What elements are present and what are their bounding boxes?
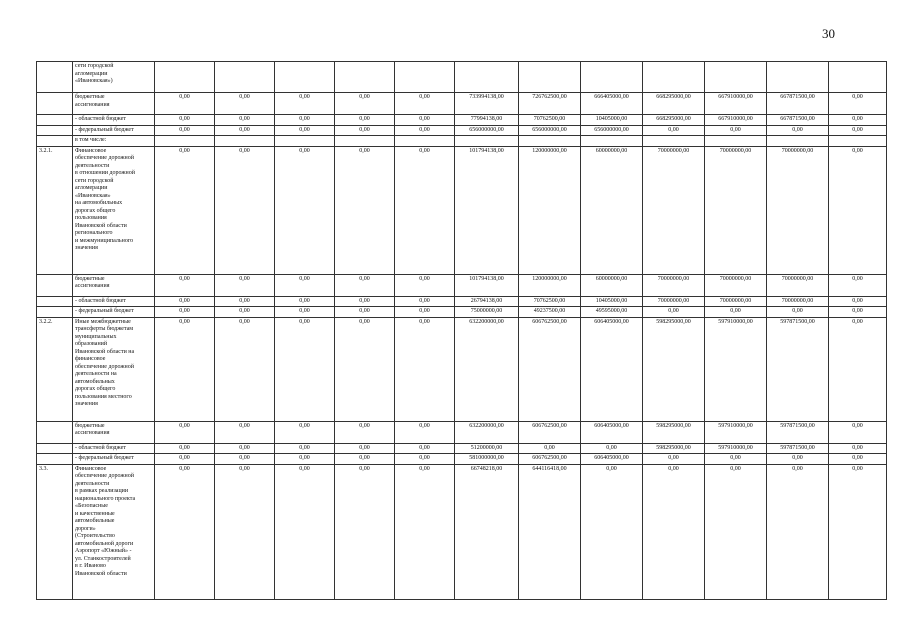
value-cell: 70000000,00 [643,296,705,307]
value-cell: 0,00 [215,125,275,136]
value-cell: 666405000,00 [581,93,643,115]
value-cell: 667871500,00 [767,115,829,126]
value-cell [829,62,887,93]
value-cell: 0,00 [829,307,887,318]
value-cell: 0,00 [395,274,455,296]
value-cell: 0,00 [275,296,335,307]
row-label: бюджетные ассигнования [73,421,155,443]
value-cell: 0,00 [643,454,705,465]
value-cell: 0,00 [829,115,887,126]
row-code [37,93,73,115]
row-label: Иные межбюджетные трансферты бюджетам муниципальных образований Ивановской области на финансовое обеспечение дорожной деятельности на автомобильных дорогах общего пользования местного значения [73,317,155,421]
row-label: Финансовое обеспечение дорожной деятельности в рамках реализации национального проекта «Безопасные и качественные автомобильные дороги» (Строительство автомобильной дороги Аэропорт «Южный» - ул. Станкостроителей в г. Иваново Ивановской области [73,464,155,599]
value-cell: 70000000,00 [643,274,705,296]
value-cell: 0,00 [767,464,829,599]
value-cell: 632200000,00 [455,317,519,421]
value-cell: 667871500,00 [767,93,829,115]
value-cell [395,62,455,93]
value-cell: 0,00 [215,454,275,465]
row-code [37,274,73,296]
value-cell: 60000000,00 [581,146,643,274]
value-cell: 0,00 [335,454,395,465]
value-cell [275,136,335,147]
row-code [37,115,73,126]
value-cell: 0,00 [395,443,455,454]
table-row [37,93,887,115]
value-cell: 0,00 [275,307,335,318]
value-cell: 0,00 [335,93,395,115]
row-label: бюджетные ассигнования [73,93,155,115]
table-row [37,464,887,599]
value-cell: 70000000,00 [643,146,705,274]
value-cell: 0,00 [215,146,275,274]
value-cell: 49595000,00 [581,307,643,318]
row-label: - областной бюджет [73,296,155,307]
value-cell: 26794138,00 [455,296,519,307]
value-cell: 644116418,00 [519,464,581,599]
row-code [37,421,73,443]
value-cell [767,136,829,147]
value-cell: 0,00 [829,464,887,599]
value-cell: 0,00 [829,146,887,274]
value-cell: 0,00 [155,443,215,454]
value-cell: 0,00 [643,307,705,318]
value-cell: 0,00 [155,307,215,318]
value-cell: 0,00 [395,464,455,599]
value-cell: 0,00 [155,125,215,136]
value-cell: 581000000,00 [455,454,519,465]
value-cell: 0,00 [829,93,887,115]
value-cell: 70000000,00 [705,296,767,307]
value-cell [705,136,767,147]
row-code: 3.3. [37,464,73,599]
value-cell: 0,00 [705,464,767,599]
value-cell: 597910000,00 [705,421,767,443]
value-cell [155,136,215,147]
value-cell: 0,00 [829,317,887,421]
value-cell: 0,00 [395,125,455,136]
table-row [37,443,887,454]
row-label: - федеральный бюджет [73,454,155,465]
row-label: в том числе: [73,136,155,147]
value-cell: 0,00 [395,296,455,307]
value-cell: 70000000,00 [705,146,767,274]
budget-table [36,61,887,600]
table-row [37,421,887,443]
value-cell: 0,00 [275,93,335,115]
value-cell: 49237500,00 [519,307,581,318]
value-cell: 0,00 [215,307,275,318]
table-row [37,62,887,93]
value-cell: 70000000,00 [767,274,829,296]
value-cell: 0,00 [215,274,275,296]
value-cell: 632200000,00 [455,421,519,443]
value-cell: 0,00 [395,307,455,318]
value-cell: 0,00 [215,421,275,443]
value-cell: 0,00 [155,317,215,421]
value-cell: 0,00 [395,421,455,443]
value-cell: 0,00 [643,125,705,136]
value-cell: 606762500,00 [519,454,581,465]
value-cell: 101794138,00 [455,146,519,274]
value-cell: 0,00 [705,307,767,318]
value-cell: 0,00 [829,443,887,454]
value-cell: 733994138,00 [455,93,519,115]
table-row [37,146,887,274]
value-cell: 656000000,00 [519,125,581,136]
value-cell: 0,00 [581,464,643,599]
value-cell: 606762500,00 [519,317,581,421]
row-label: - федеральный бюджет [73,125,155,136]
value-cell [155,62,215,93]
value-cell: 0,00 [395,317,455,421]
value-cell: 0,00 [215,296,275,307]
table-body [37,62,887,600]
value-cell: 77994138,00 [455,115,519,126]
value-cell [275,62,335,93]
value-cell: 667910000,00 [705,115,767,126]
value-cell: 0,00 [155,274,215,296]
value-cell: 0,00 [275,274,335,296]
value-cell: 0,00 [335,317,395,421]
value-cell: 667910000,00 [705,93,767,115]
value-cell: 0,00 [275,146,335,274]
table-row [37,115,887,126]
value-cell: 0,00 [335,296,395,307]
value-cell: 0,00 [829,125,887,136]
row-label: Финансовое обеспечение дорожной деятельности в отношении дорожной сети городской агломерации «Ивановская» на автомобильных дорогах общего пользования Ивановской области регионального и межмуниципального значения [73,146,155,274]
value-cell [581,136,643,147]
value-cell: 597910000,00 [705,317,767,421]
value-cell [335,62,395,93]
value-cell [767,62,829,93]
value-cell: 0,00 [155,146,215,274]
value-cell: 0,00 [335,125,395,136]
value-cell: 0,00 [335,307,395,318]
value-cell: 656000000,00 [455,125,519,136]
value-cell: 0,00 [275,421,335,443]
row-code [37,307,73,318]
value-cell: 0,00 [705,125,767,136]
value-cell: 120000000,00 [519,146,581,274]
value-cell: 0,00 [335,146,395,274]
row-label: - областной бюджет [73,115,155,126]
table-row [37,136,887,147]
value-cell: 0,00 [767,307,829,318]
value-cell: 597871500,00 [767,421,829,443]
value-cell: 0,00 [767,454,829,465]
value-cell: 10405000,00 [581,115,643,126]
value-cell: 66748218,00 [455,464,519,599]
value-cell: 0,00 [155,93,215,115]
value-cell: 0,00 [335,274,395,296]
table-row [37,454,887,465]
value-cell: 70000000,00 [705,274,767,296]
value-cell: 51200000,00 [455,443,519,454]
value-cell [455,136,519,147]
value-cell: 0,00 [275,317,335,421]
row-code [37,443,73,454]
row-code: 3.2.2. [37,317,73,421]
value-cell: 0,00 [155,115,215,126]
value-cell: 70762500,00 [519,296,581,307]
row-code [37,62,73,93]
value-cell: 0,00 [643,464,705,599]
value-cell: 0,00 [829,296,887,307]
table-row [37,296,887,307]
row-code: 3.2.1. [37,146,73,274]
value-cell [519,136,581,147]
value-cell: 0,00 [395,115,455,126]
value-cell: 70000000,00 [767,296,829,307]
value-cell [215,62,275,93]
value-cell: 0,00 [215,464,275,599]
value-cell: 0,00 [275,443,335,454]
value-cell: 597871500,00 [767,443,829,454]
value-cell [829,136,887,147]
value-cell: 0,00 [829,421,887,443]
value-cell: 0,00 [275,125,335,136]
value-cell [581,62,643,93]
value-cell: 0,00 [335,421,395,443]
value-cell: 668295000,00 [643,93,705,115]
value-cell: 0,00 [335,443,395,454]
value-cell: 60000000,00 [581,274,643,296]
row-label: - федеральный бюджет [73,307,155,318]
value-cell: 10405000,00 [581,296,643,307]
value-cell: 120000000,00 [519,274,581,296]
value-cell: 598295000,00 [643,421,705,443]
value-cell: 75000000,00 [455,307,519,318]
value-cell: 668295000,00 [643,115,705,126]
row-code [37,136,73,147]
value-cell: 726762500,00 [519,93,581,115]
value-cell: 597910000,00 [705,443,767,454]
row-label: бюджетные ассигнования [73,274,155,296]
value-cell: 597871500,00 [767,317,829,421]
value-cell: 0,00 [705,454,767,465]
value-cell: 0,00 [215,317,275,421]
value-cell [519,62,581,93]
row-label: сети городской агломерации «Ивановская») [73,62,155,93]
row-code [37,454,73,465]
value-cell: 606405000,00 [581,454,643,465]
table-row [37,317,887,421]
value-cell: 0,00 [335,115,395,126]
value-cell: 0,00 [155,296,215,307]
value-cell: 0,00 [829,274,887,296]
value-cell: 0,00 [395,454,455,465]
value-cell [643,62,705,93]
table-row [37,274,887,296]
value-cell [335,136,395,147]
value-cell: 70762500,00 [519,115,581,126]
value-cell: 598295000,00 [643,443,705,454]
value-cell: 0,00 [155,454,215,465]
value-cell: 0,00 [395,93,455,115]
table-row [37,307,887,318]
value-cell: 0,00 [335,464,395,599]
value-cell: 0,00 [215,115,275,126]
value-cell: 0,00 [275,464,335,599]
value-cell: 606762500,00 [519,421,581,443]
value-cell [395,136,455,147]
value-cell: 656000000,00 [581,125,643,136]
value-cell: 0,00 [275,115,335,126]
value-cell: 598295000,00 [643,317,705,421]
table-row [37,125,887,136]
value-cell: 0,00 [519,443,581,454]
value-cell: 606405000,00 [581,421,643,443]
page-number: 30 [822,26,835,41]
value-cell: 0,00 [155,464,215,599]
value-cell: 70000000,00 [767,146,829,274]
value-cell: 0,00 [215,443,275,454]
value-cell: 606405000,00 [581,317,643,421]
value-cell: 0,00 [767,125,829,136]
value-cell: 0,00 [581,443,643,454]
value-cell [643,136,705,147]
value-cell [705,62,767,93]
row-code [37,296,73,307]
value-cell: 0,00 [395,146,455,274]
row-code [37,125,73,136]
value-cell: 0,00 [155,421,215,443]
value-cell: 0,00 [275,454,335,465]
value-cell [215,136,275,147]
value-cell [455,62,519,93]
value-cell: 0,00 [829,454,887,465]
value-cell: 0,00 [215,93,275,115]
value-cell: 101794138,00 [455,274,519,296]
row-label: - областной бюджет [73,443,155,454]
